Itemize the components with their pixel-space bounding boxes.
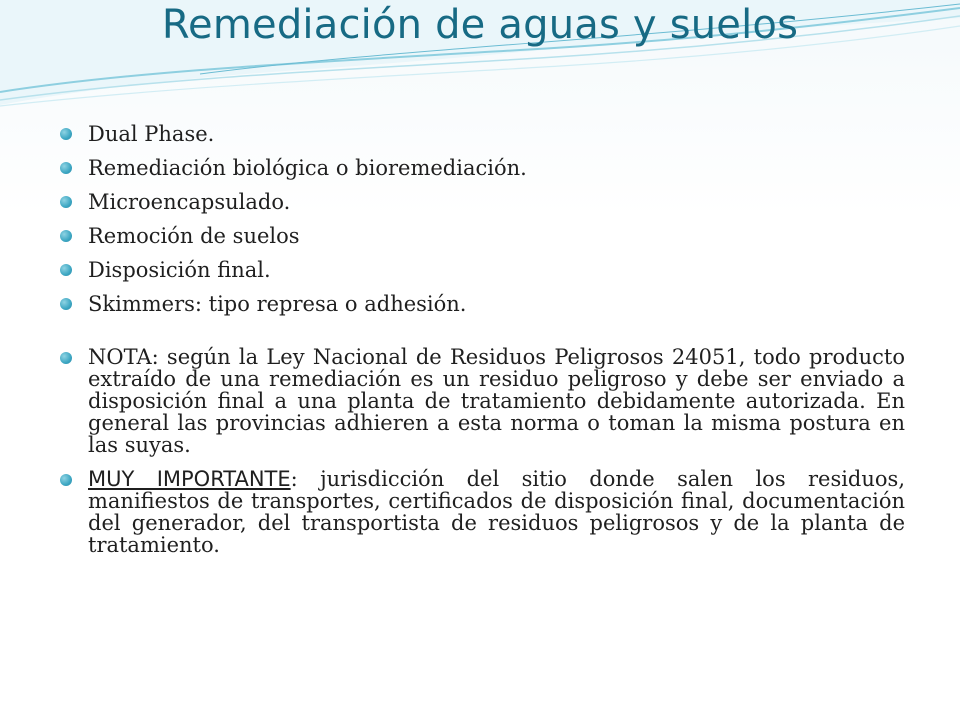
nota-paragraph: NOTA: según la Ley Nacional de Residuos Peligrosos 24051, todo producto extraído de una remediación es un residuo peligroso y debe ser enviado a disposición final a una planta de tratamiento debidamente autorizada. En general las provincias adhieren a esta norma o toman la misma postura en las suyas. xyxy=(60,346,905,456)
method-list xyxy=(60,120,905,318)
notes-list xyxy=(60,346,905,556)
bullet-icon xyxy=(60,162,72,174)
importante-label: MUY IMPORTANTE xyxy=(88,467,291,491)
list-item: Microencapsulado. xyxy=(60,188,905,216)
list-item: Dual Phase. xyxy=(60,120,905,148)
bullet-icon xyxy=(60,128,72,140)
bullet-icon xyxy=(60,352,72,364)
bullet-icon xyxy=(60,298,72,310)
list-item: Remoción de suelos xyxy=(60,222,905,250)
slide-content xyxy=(60,120,905,568)
bullet-icon xyxy=(60,196,72,208)
list-item: Disposición final. xyxy=(60,256,905,284)
bullet-icon xyxy=(60,264,72,276)
slide-title: Remediación de aguas y suelos xyxy=(161,2,799,48)
list-item: Remediación biológica o bioremediación. xyxy=(60,154,905,182)
list-item: Skimmers: tipo represa o adhesión. xyxy=(60,290,905,318)
bullet-icon xyxy=(60,230,72,242)
bullet-icon xyxy=(60,474,72,486)
importante-paragraph xyxy=(60,468,905,556)
importante-text: : jurisdicción del sitio donde salen los residuos, manifiestos de transportes, certificados de disposición final, documentación del generador, del transportista de residuos peligrosos y de la planta de tratamiento. xyxy=(88,467,905,557)
